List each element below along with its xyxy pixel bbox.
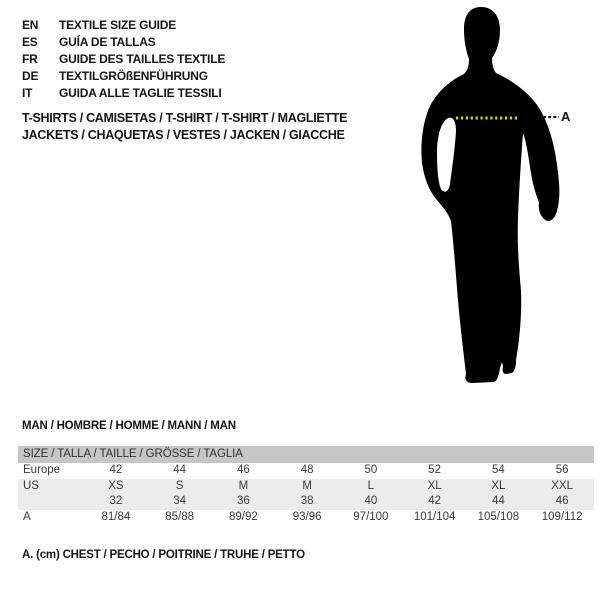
table-cell: 109/112 — [541, 510, 583, 523]
language-title: GUÍA DE TALLAS — [59, 34, 156, 49]
section-heading-man: MAN / HOMBRE / HOMME / MANN / MAN — [22, 420, 236, 432]
table-cell: 44 — [491, 495, 505, 507]
measure-label-a: A — [561, 109, 571, 124]
table-cell: S — [175, 479, 184, 492]
language-title: GUIDE DES TAILLES TEXTILE — [59, 51, 226, 66]
language-code: FR — [22, 51, 38, 66]
table-cell: 38 — [300, 495, 314, 507]
table-cell: XXL — [551, 479, 573, 492]
table-cell: 32 — [109, 495, 123, 507]
table-cell: 42 — [428, 495, 442, 507]
table-cell: 56 — [555, 464, 569, 476]
table-cell: 89/92 — [228, 510, 258, 523]
table-cell: M — [302, 479, 312, 492]
size-table — [18, 446, 594, 525]
table-cell: 105/108 — [477, 510, 520, 523]
table-cell: 46 — [555, 495, 569, 507]
table-row-europe — [18, 463, 594, 479]
row-label — [18, 494, 84, 510]
table-cell: 44 — [173, 464, 187, 476]
table-row-us — [18, 479, 594, 495]
table-cell: L — [367, 479, 375, 492]
table-cell: XL — [427, 479, 442, 492]
table-cell: 40 — [364, 495, 378, 507]
table-cell: M — [238, 479, 249, 492]
table-cell: 42 — [109, 464, 123, 476]
language-title: GUIDA ALLE TAGLIE TESSILI — [59, 85, 222, 100]
language-code: ES — [22, 34, 38, 49]
table-cell: 48 — [300, 464, 314, 476]
language-title: TEXTILE SIZE GUIDE — [59, 17, 177, 32]
table-cell: 97/100 — [353, 510, 389, 523]
row-label: US — [23, 479, 39, 492]
language-code: DE — [22, 68, 39, 83]
table-cell: 34 — [173, 495, 187, 507]
table-cell: 46 — [236, 464, 250, 476]
table-cell: 50 — [364, 464, 378, 476]
row-label: Europe — [23, 464, 61, 476]
table-cell: 81/84 — [101, 510, 131, 523]
table-cell: 54 — [491, 464, 505, 476]
table-cell: XS — [108, 479, 124, 492]
measure-footnote: A. (cm) CHEST / PECHO / POITRINE / TRUHE / PETTO — [22, 549, 305, 561]
language-code: EN — [22, 17, 39, 32]
table-cell: 36 — [236, 495, 250, 507]
category-jackets: JACKETS / CHAQUETAS / VESTES / JACKEN / GIACCHE — [22, 128, 345, 142]
table-cell: 52 — [428, 464, 442, 476]
category-tshirts: T-SHIRTS / CAMISETAS / T-SHIRT / T-SHIRT / MAGLIETTE — [22, 111, 348, 125]
table-row-us-numeric — [18, 494, 594, 510]
table-row-chest-a — [18, 510, 594, 526]
table-cell: XL — [491, 479, 506, 492]
table-cell: 85/88 — [165, 510, 195, 523]
language-title: TEXTILGRÖßENFÜHRUNG — [59, 68, 208, 83]
language-code: IT — [22, 85, 33, 100]
table-cell: 93/96 — [292, 510, 322, 523]
size-table-header: SIZE / TALLA / TAILLE / GRÖSSE / TAGLIA — [18, 446, 594, 463]
man-silhouette — [421, 7, 559, 383]
table-cell: 101/104 — [413, 510, 456, 523]
row-label: A — [23, 510, 31, 523]
